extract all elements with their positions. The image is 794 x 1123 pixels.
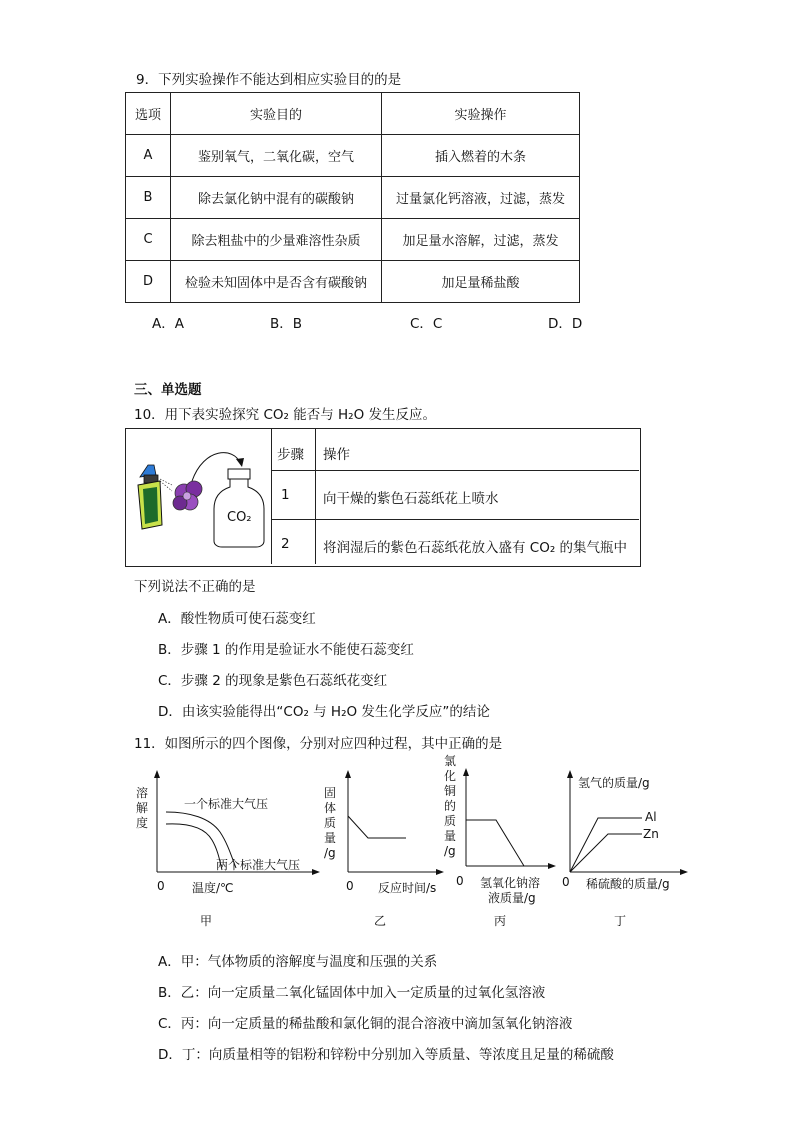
table-row [126,177,580,219]
chart-jia-curve1-label: 一个标准大气压 [184,797,269,811]
chart-bing-line [466,820,524,866]
chart-yi-xlabel: 反应时间/s [378,881,437,895]
chart-bing-origin: 0 [456,874,464,888]
q10-operation-2: 将润湿后的紫色石蕊纸花放入盛有 CO₂ 的集气瓶中 [323,540,628,556]
q10-step-2: 2 [281,536,290,552]
y-axis-arrow [345,770,351,778]
chart-ding-plot [556,760,692,885]
q10-option-b[interactable]: B．步骤 1 的作用是验证水不能使石蕊变红 [158,642,414,658]
q11-option-a[interactable]: A．甲：气体物质的溶解度与温度和压强的关系 [158,954,438,970]
q10-option-a[interactable]: A．酸性物质可使石蕊变红 [158,611,316,627]
q10-step-1: 1 [281,487,290,503]
q9-stem: 9．下列实验操作不能达到相应实验目的的是 [136,72,402,88]
chart-yi-origin: 0 [346,879,354,893]
chart-jia-caption: 甲 [200,914,213,928]
q9-header-operation: 实验操作 [382,93,580,135]
chart-jia-origin: 0 [157,879,165,893]
chart-ding-xlabel: 稀硫酸的质量/g [586,877,670,891]
q10-stem: 10．用下表实验探究 CO₂ 能否与 H₂O 发生反应。 [134,407,436,423]
q9-cell: D [126,261,171,303]
x-axis-arrow [548,863,556,869]
q10-prompt: 下列说法不正确的是 [134,579,256,595]
q10-header-operation: 操作 [323,447,350,463]
chart-jia-curve2-label: 两个标准大气压 [216,858,301,872]
chart-bing-ylabel: 量 [444,829,457,843]
series-al-label: Al [645,810,657,824]
q9-header-goal: 实验目的 [171,93,382,135]
q10-option-c[interactable]: C．步骤 2 的现象是紫色石蕊纸花变红 [158,673,388,689]
q9-option-b[interactable]: B．B [270,316,303,332]
table-row [126,261,580,303]
chart-bing-ylabel: 铜 [444,784,457,798]
chart-yi-ylabel: 量 [324,831,337,845]
chart-yi [320,760,445,930]
chart-jia-ylabel: 度 [136,816,149,830]
gas-jar-icon [214,469,264,547]
chart-bing-ylabel: 氯 [444,754,457,768]
q10-header-step: 步骤 [277,447,304,463]
chart-bing [440,754,560,930]
q10-figure [126,429,272,564]
chart-yi-caption: 乙 [374,914,387,928]
q9-cell: 除去粗盐中的少量难溶性杂质 [171,219,382,261]
chart-yi-plot [320,760,445,885]
gas-jar-label: CO₂ [227,510,252,525]
chart-jia-xlabel: 温度/℃ [192,881,234,895]
y-axis-arrow [463,768,469,776]
spray-bottle-icon [138,465,172,529]
table-row [126,135,580,177]
q11-option-d[interactable]: D．丁：向质量相等的铝粉和锌粉中分别加入等质量、等浓度且足量的稀硫酸 [158,1047,614,1063]
q11-option-b[interactable]: B．乙：向一定质量二氧化锰固体中加入一定质量的过氧化氢溶液 [158,985,546,1001]
table-row [126,219,580,261]
q9-cell: 过量氯化钙溶液，过滤，蒸发 [382,177,580,219]
q9-cell: C [126,219,171,261]
chart-ding-caption: 丁 [614,914,627,928]
chart-bing-plot [440,754,560,879]
chart-bing-caption: 丙 [494,914,507,928]
chart-bing-xlabel-line2: 液质量/g [488,891,536,905]
x-axis-arrow [680,869,688,875]
chart-yi-ylabel: 质 [324,816,337,830]
curve-one-atm [166,824,222,870]
section-title: 三、单选题 [134,382,202,398]
chart-jia-ylabel: 解 [136,801,149,815]
chart-yi-line [348,816,406,838]
chart-ding [556,760,692,930]
chart-jia [130,760,320,930]
x-axis-arrow [312,869,320,875]
q9-option-d[interactable]: D．D [548,316,583,332]
chart-bing-xlabel-line1: 氢氧化钠溶 [480,876,541,890]
chart-bing-ylabel: 的 [444,799,457,813]
chart-yi-ylabel: 体 [324,801,337,815]
q9-cell: 加足量稀盐酸 [382,261,580,303]
paper-flower-icon [173,481,202,510]
y-axis-arrow [154,770,160,778]
q9-cell: 检验未知固体中是否含有碳酸钠 [171,261,382,303]
q9-option-c[interactable]: C．C [410,316,443,332]
arrowhead-icon [236,458,244,467]
series-zn-label: Zn [643,827,659,841]
q9-cell: B [126,177,171,219]
q9-header-option: 选项 [126,93,171,135]
q10-operation-1: 向干燥的紫色石蕊纸花上喷水 [323,491,499,507]
q10-option-d[interactable]: D．由该实验能得出“CO₂ 与 H₂O 发生化学反应”的结论 [158,704,490,720]
chart-yi-ylabel: 固 [324,786,337,800]
chart-bing-ylabel: 化 [444,769,457,783]
q9-cell: 除去氯化钠中混有的碳酸钠 [171,177,382,219]
y-axis-arrow [567,770,573,778]
q9-cell: A [126,135,171,177]
q11-option-c[interactable]: C．丙：向一定质量的稀盐酸和氯化铜的混合溶液中滴加氢氧化钠溶液 [158,1016,573,1032]
q9-cell: 鉴别氧气，二氧化碳，空气 [171,135,382,177]
chart-jia-ylabel: 溶 [136,786,149,800]
q9-table [125,92,580,303]
q9-cell: 加足量水溶解，过滤，蒸发 [382,219,580,261]
chart-yi-ylabel: /g [324,846,336,860]
chart-bing-ylabel: 质 [444,814,457,828]
q9-option-a[interactable]: A．A [152,316,184,332]
chart-bing-ylabel: /g [444,844,456,858]
chart-ding-origin: 0 [562,875,570,889]
q11-stem: 11．如图所示的四个图像，分别对应四种过程，其中正确的是 [134,736,503,752]
q9-cell: 插入燃着的木条 [382,135,580,177]
chart-ding-ylabel: 氢气的质量/g [578,776,650,790]
series-zn-line [570,834,642,872]
series-al-line [570,818,642,872]
